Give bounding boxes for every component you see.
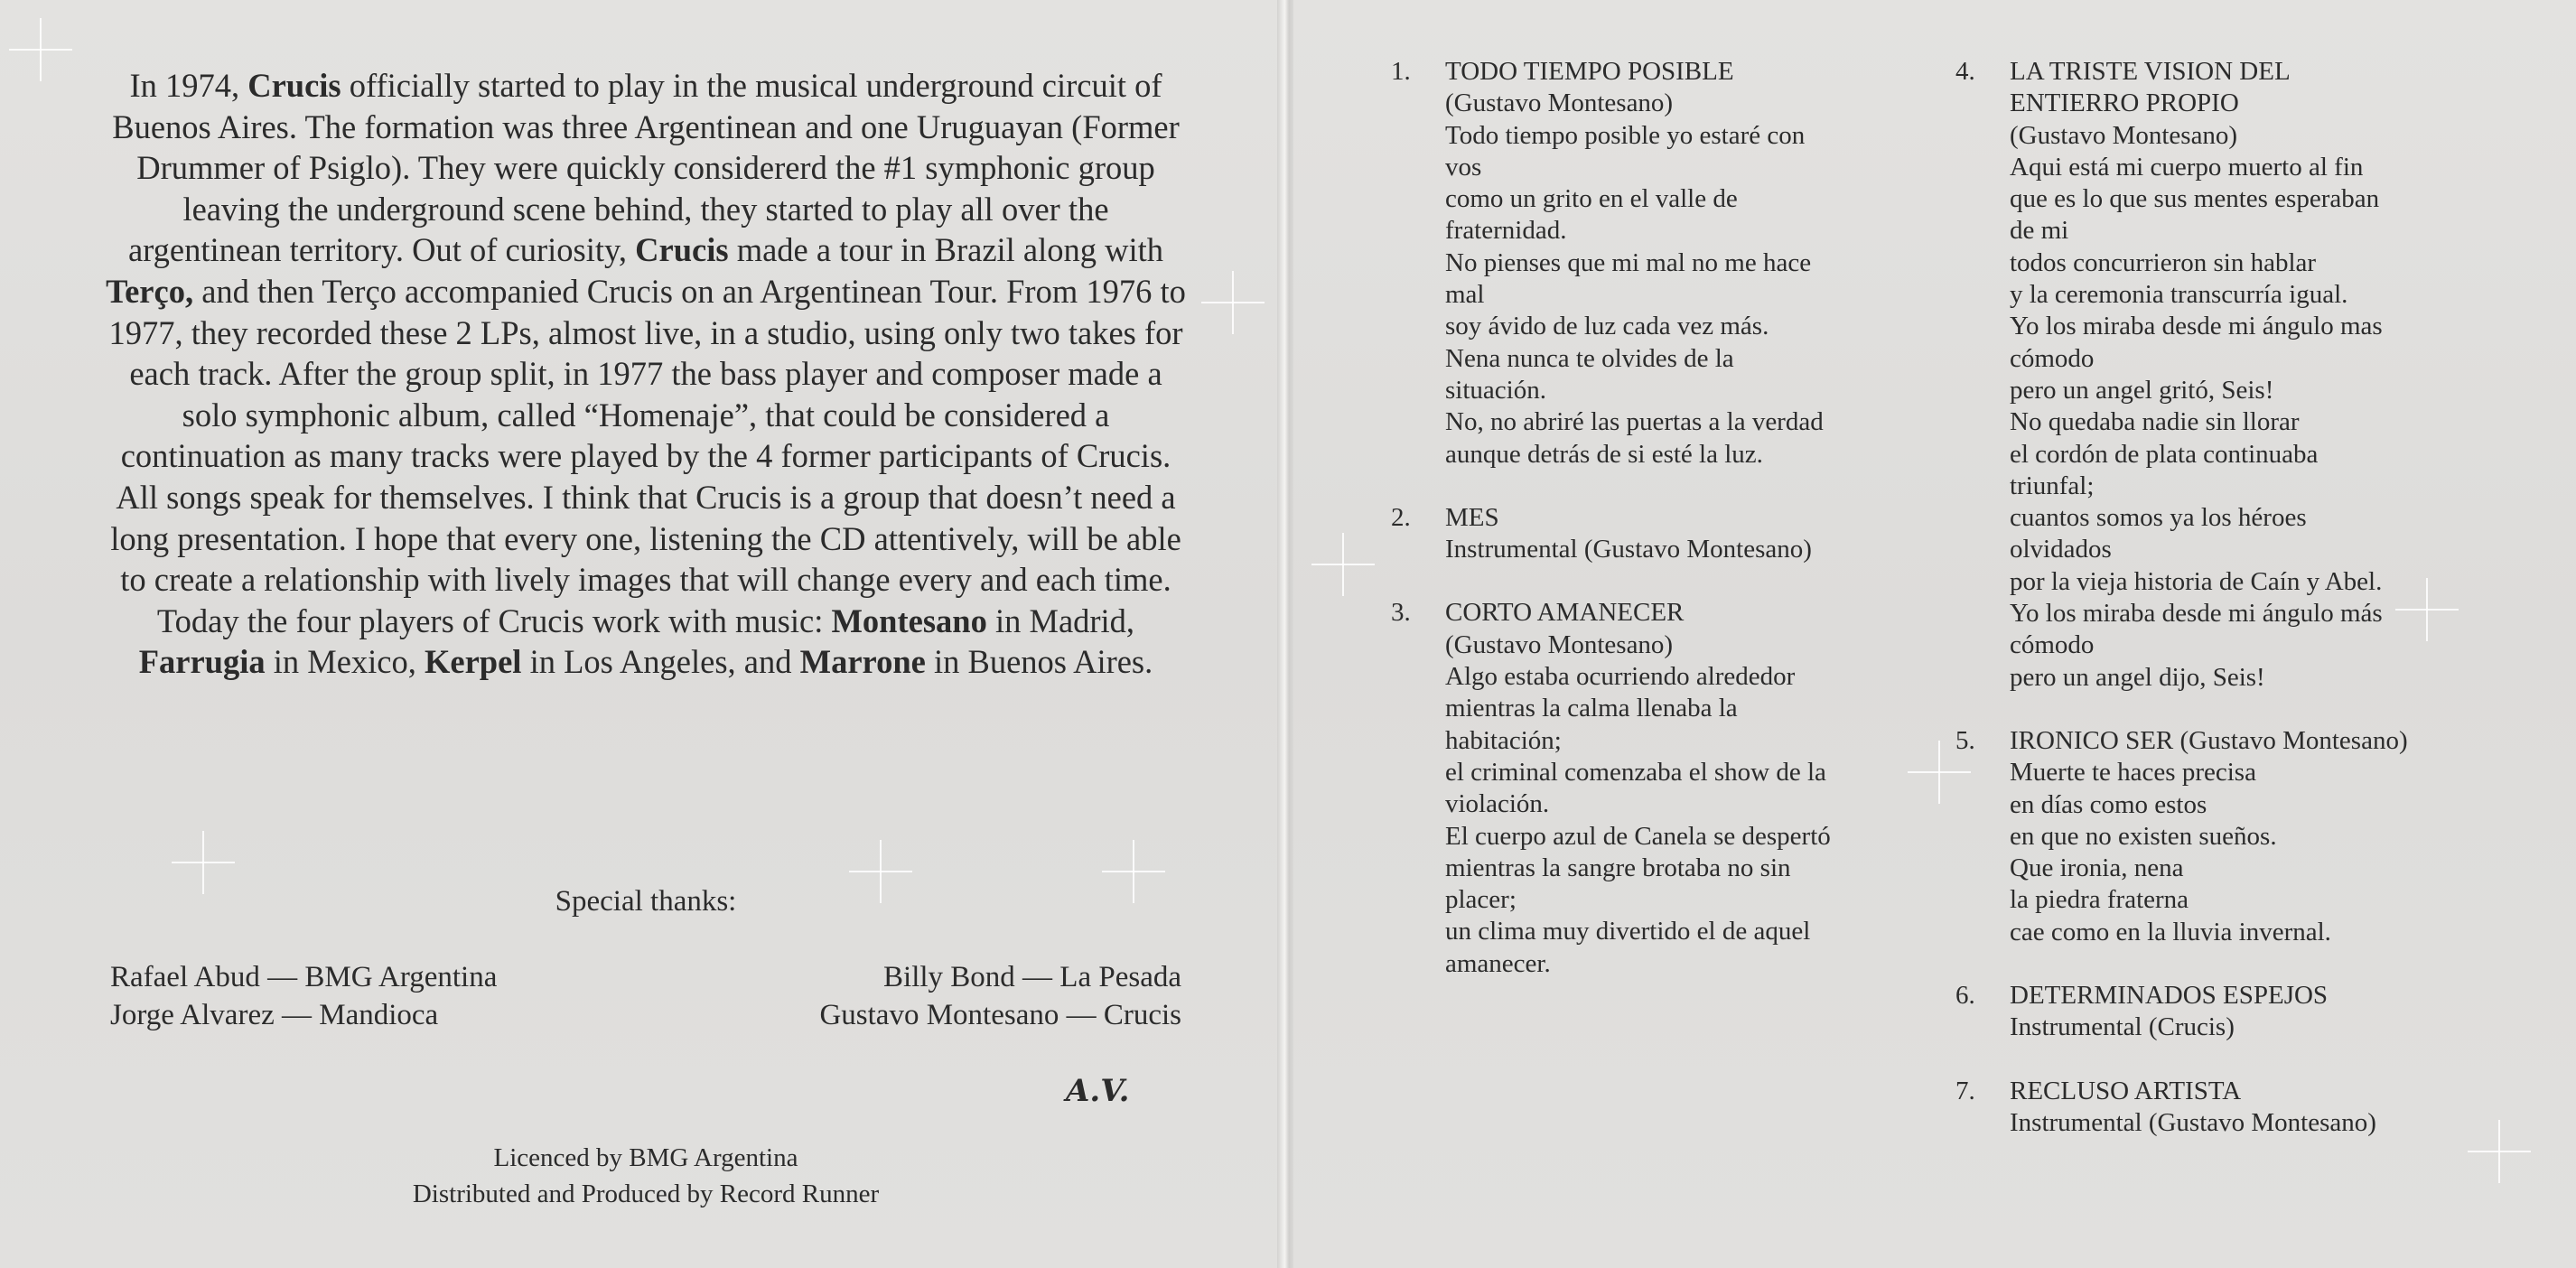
signature-initials: A.V. — [1066, 1073, 1130, 1109]
track-line: cae como en la lluvia invernal. — [2010, 917, 2331, 946]
track-line: que es lo que sus mentes esperaban — [2010, 184, 2380, 214]
track-title: DETERMINADOS ESPEJOS — [2010, 981, 2329, 1011]
track-item — [1955, 725, 2479, 948]
track-lyrics — [1445, 56, 1915, 471]
track-line: habitación; — [1445, 725, 1562, 755]
sparkle-decoration — [9, 18, 72, 81]
track-title: TODO TIEMPO POSIBLE — [1445, 57, 1734, 86]
track-title: IRONICO SER (Gustavo Montesano) — [2010, 725, 2408, 755]
intro-text: officially started to play in the musical underground circuit of Buenos Aires. The formation was three Argentinean and one Uruguayan (Former Drummer of Psiglo). They were quickly considererd the #1 symphonic group leaving the underground scene behind, they started to play all over the argentinean territory. Out of curiosity, — [112, 67, 1180, 269]
track-line: soy ávido de luz cada vez más. — [1445, 312, 1769, 341]
intro-text: In 1974, — [129, 67, 248, 104]
track-lyrics — [2010, 56, 2479, 694]
track-line: Que ironia, nena — [2010, 853, 2184, 883]
track-line: en que no existen sueños. — [2010, 821, 2277, 851]
track-item — [1391, 502, 1915, 566]
track-item — [1955, 56, 2479, 694]
track-line: El cuerpo azul de Canela se despertó — [1445, 821, 1831, 851]
track-number: 5. — [1955, 725, 1975, 755]
track-line: fraternidad. — [1445, 216, 1567, 246]
track-line: Instrumental (Gustavo Montesano) — [2010, 1107, 2376, 1137]
thanks-entry: Jorge Alvarez — Mandioca — [110, 999, 439, 1031]
track-line: triunfal; — [2010, 471, 2095, 500]
track-line: olvidados — [2010, 535, 2112, 564]
track-title: MES — [1445, 502, 1499, 532]
intro-text: in Buenos Aires. — [925, 643, 1153, 681]
left-page — [0, 0, 1283, 1268]
intro-text: and then Terço accompanied Crucis on an Argentinean Tour. From 1976 to 1977, they recorded these 2 LPs, almost live, in a studio, using only two takes for each track. After the group split, in 1977 the bass player and composer made a solo symphonic album, called “Homenaje”, that could be considered a continuation as many tracks were played by the 4 former participants of Crucis. All songs speak for themselves. I think that Crucis is a group that doesn’t need a long presentation. I hope that every one, listening the CD attentively, will be able to create a relationship with lively images that will change every and each time. Today the four players of Crucis work with music: — [108, 272, 1186, 639]
track-line: el cordón de plata continuaba — [2010, 439, 2319, 469]
track-line: Algo estaba ocurriendo alrededor — [1445, 662, 1796, 692]
track-lyrics — [2010, 980, 2479, 1044]
track-line: Instrumental (Gustavo Montesano) — [1445, 535, 1812, 564]
track-title: CORTO AMANECER — [1445, 598, 1685, 628]
thanks-right-column — [650, 958, 1181, 1034]
track-line: Instrumental (Crucis) — [2010, 1012, 2235, 1042]
track-line: No, no abriré las puertas a la verdad — [1445, 407, 1824, 437]
intro-bold-name: Marrone — [799, 643, 926, 681]
track-line: el criminal comenzaba el show de la — [1445, 757, 1826, 787]
intro-text: made a tour in Brazil along with — [728, 231, 1164, 269]
intro-bold-name: Crucis — [635, 231, 729, 269]
track-number: 4. — [1955, 57, 1975, 86]
track-number: 1. — [1391, 57, 1411, 86]
sparkle-decoration — [1201, 271, 1265, 334]
track-line: Nena nunca te olvides de la — [1445, 343, 1734, 373]
track-title: RECLUSO ARTISTA — [2010, 1076, 2242, 1105]
track-lyrics — [1445, 597, 1915, 980]
intro-text: in Mexico, — [265, 643, 425, 681]
intro-text: in Los Angeles, and — [521, 643, 800, 681]
track-line: Muerte te haces precisa — [2010, 758, 2256, 788]
thanks-left-column — [110, 958, 497, 1034]
track-line: (Gustavo Montesano) — [1445, 89, 1674, 118]
track-line: por la vieja historia de Caín y Abel. — [2010, 566, 2383, 596]
track-item — [1955, 980, 2479, 1044]
track-line: un clima muy divertido el de aquel — [1445, 917, 1811, 946]
tracklist-right-column — [1955, 56, 2479, 1170]
track-lyrics — [1445, 502, 1915, 566]
intro-bold-name: Crucis — [247, 67, 341, 104]
tracklist-left-column — [1391, 56, 1915, 1012]
track-item — [1391, 597, 1915, 980]
sparkle-decoration — [1311, 533, 1375, 596]
thanks-entry: Billy Bond — La Pesada — [883, 961, 1181, 993]
special-thanks-title: Special thanks: — [555, 885, 737, 918]
track-line: violación. — [1445, 789, 1550, 819]
credits — [0, 1140, 1292, 1212]
track-title: LA TRISTE VISION DEL — [2010, 57, 2291, 86]
track-line: como un grito en el valle de — [1445, 184, 1738, 214]
track-line: en días como estos — [2010, 789, 2207, 819]
track-line: Yo los miraba desde mi ángulo mas — [2010, 312, 2383, 341]
track-line: todos concurrieron sin hablar — [2010, 247, 2317, 277]
thanks-entry: Rafael Abud — BMG Argentina — [110, 961, 498, 993]
track-number: 3. — [1391, 598, 1411, 628]
credit-line: Licenced by BMG Argentina — [493, 1143, 798, 1172]
intro-bold-name: Kerpel — [425, 643, 522, 681]
track-number: 7. — [1955, 1076, 1975, 1105]
track-number: 6. — [1955, 981, 1975, 1011]
track-line: Aqui está mi cuerpo muerto al fin — [2010, 152, 2364, 182]
credit-line: Distributed and Produced by Record Runner — [412, 1179, 880, 1208]
track-line: cómodo — [2010, 343, 2095, 373]
track-line: pero un angel gritó, Seis! — [2010, 375, 2274, 405]
track-line: vos — [1445, 152, 1482, 182]
track-line: cuantos somos ya los héroes — [2010, 503, 2307, 533]
track-line: (Gustavo Montesano) — [1445, 629, 1674, 659]
track-line: placer; — [1445, 885, 1517, 915]
track-line: aunque detrás de si esté la luz. — [1445, 439, 1763, 469]
intro-paragraph — [104, 65, 1188, 683]
track-lyrics — [2010, 1076, 2479, 1140]
track-line: la piedra fraterna — [2010, 885, 2189, 915]
track-line: amanecer. — [1445, 948, 1551, 978]
track-line: pero un angel dijo, Seis! — [2010, 662, 2265, 692]
track-line: ENTIERRO PROPIO — [2010, 89, 2239, 118]
track-line: cómodo — [2010, 630, 2095, 660]
track-lyrics — [2010, 725, 2479, 948]
track-line: (Gustavo Montesano) — [2010, 120, 2238, 150]
track-line: No quedaba nadie sin llorar — [2010, 407, 2300, 437]
intro-bold-name: Farrugia — [138, 643, 266, 681]
track-line: mientras la calma llenaba la — [1445, 694, 1738, 723]
track-line: Todo tiempo posible yo estaré con — [1445, 120, 1806, 150]
intro-bold-name: Montesano — [831, 601, 987, 639]
thanks-entry: Gustavo Montesano — Crucis — [819, 999, 1181, 1031]
track-number: 2. — [1391, 502, 1411, 532]
track-line: y la ceremonia transcurría igual. — [2010, 280, 2348, 310]
track-line: mientras la sangre brotaba no sin — [1445, 853, 1791, 882]
track-line: de mi — [2010, 216, 2069, 246]
track-line: situación. — [1445, 375, 1546, 405]
track-line: No pienses que mi mal no me hace — [1445, 247, 1812, 277]
track-line: Yo los miraba desde mi ángulo más — [2010, 599, 2383, 629]
track-line: mal — [1445, 280, 1485, 310]
intro-bold-name: Terço, — [106, 272, 194, 310]
track-item — [1391, 56, 1915, 471]
intro-text: in Madrid, — [986, 601, 1135, 639]
track-item — [1955, 1076, 2479, 1140]
